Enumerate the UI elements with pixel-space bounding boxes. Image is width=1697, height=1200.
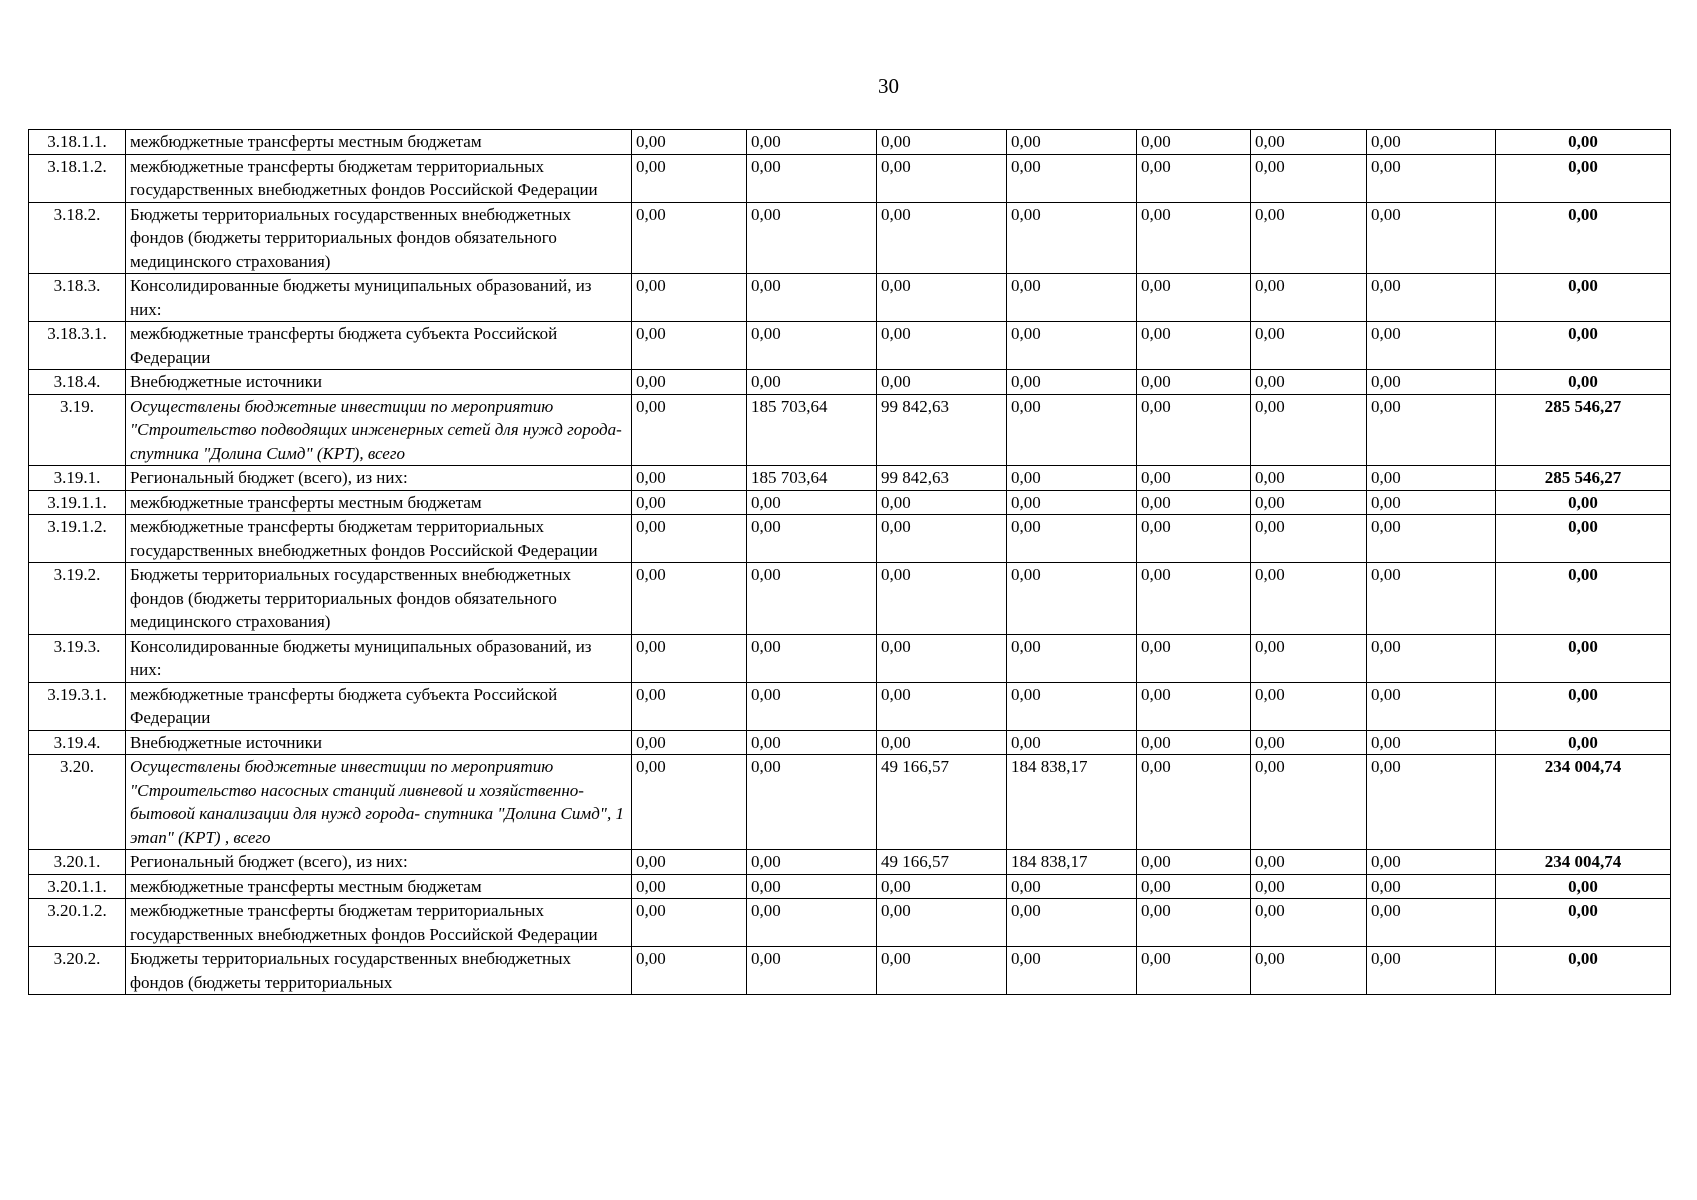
row-name: Бюджеты территориальных государственных внебюджетных фондов (бюджеты территориальных фондов обязательного медицинского страхования): [126, 563, 632, 635]
row-value: 0,00: [1251, 563, 1367, 635]
row-name: Бюджеты территориальных государственных внебюджетных фондов (бюджеты территориальных фондов обязательного медицинского страхования): [126, 202, 632, 274]
row-value: 0,00: [877, 515, 1007, 563]
row-value: 0,00: [1007, 563, 1137, 635]
row-value: 184 838,17: [1007, 755, 1137, 850]
row-code: 3.19.4.: [29, 730, 126, 755]
row-value: 0,00: [1251, 755, 1367, 850]
row-value: 0,00: [632, 274, 747, 322]
row-value: 0,00: [1367, 322, 1496, 370]
row-value: 0,00: [1007, 274, 1137, 322]
row-value: 0,00: [747, 515, 877, 563]
table-row: [29, 874, 1671, 899]
row-code: 3.20.2.: [29, 947, 126, 995]
row-value: 0,00: [1251, 515, 1367, 563]
row-value: 0,00: [877, 874, 1007, 899]
row-value: 0,00: [632, 370, 747, 395]
row-value: 0,00: [1367, 130, 1496, 155]
row-value: 0,00: [1007, 730, 1137, 755]
table-row: [29, 850, 1671, 875]
row-code: 3.18.3.1.: [29, 322, 126, 370]
row-name: Региональный бюджет (всего), из них:: [126, 466, 632, 491]
row-value: 0,00: [747, 730, 877, 755]
row-value: 0,00: [632, 899, 747, 947]
row-value: 0,00: [1137, 466, 1251, 491]
row-code: 3.18.1.2.: [29, 154, 126, 202]
row-value: 0,00: [1367, 370, 1496, 395]
row-code: 3.19.1.2.: [29, 515, 126, 563]
row-value: 0,00: [1007, 899, 1137, 947]
row-value: 0,00: [1367, 490, 1496, 515]
row-total: 0,00: [1496, 154, 1671, 202]
row-total: 0,00: [1496, 563, 1671, 635]
row-value: 0,00: [1007, 130, 1137, 155]
row-code: 3.19.: [29, 394, 126, 466]
row-value: 0,00: [1367, 682, 1496, 730]
row-code: 3.19.3.: [29, 634, 126, 682]
row-value: 0,00: [747, 947, 877, 995]
row-value: 0,00: [877, 370, 1007, 395]
row-value: 0,00: [1007, 874, 1137, 899]
row-value: 0,00: [747, 850, 877, 875]
row-total: 0,00: [1496, 947, 1671, 995]
row-value: 0,00: [1251, 874, 1367, 899]
table-row: [29, 130, 1671, 155]
row-value: 0,00: [1007, 322, 1137, 370]
table-row: [29, 899, 1671, 947]
table-row: [29, 154, 1671, 202]
row-value: 0,00: [1137, 370, 1251, 395]
table-row: [29, 634, 1671, 682]
row-name: межбюджетные трансферты бюджетам территориальных государственных внебюджетных фондов Российской Федерации: [126, 899, 632, 947]
row-value: 0,00: [877, 634, 1007, 682]
row-value: 0,00: [747, 202, 877, 274]
row-value: 0,00: [1007, 394, 1137, 466]
row-value: 0,00: [1007, 154, 1137, 202]
row-value: 185 703,64: [747, 394, 877, 466]
row-value: 0,00: [747, 154, 877, 202]
row-total: 285 546,27: [1496, 466, 1671, 491]
row-value: 0,00: [1251, 899, 1367, 947]
table-row: [29, 370, 1671, 395]
row-name: Консолидированные бюджеты муниципальных образований, из них:: [126, 274, 632, 322]
row-value: 0,00: [1137, 563, 1251, 635]
row-total: 0,00: [1496, 874, 1671, 899]
row-name: межбюджетные трансферты бюджета субъекта Российской Федерации: [126, 682, 632, 730]
row-value: 0,00: [632, 563, 747, 635]
row-value: 0,00: [1367, 274, 1496, 322]
row-value: 0,00: [747, 634, 877, 682]
row-code: 3.20.1.1.: [29, 874, 126, 899]
table-body: [29, 130, 1671, 995]
row-code: 3.20.: [29, 755, 126, 850]
row-value: 0,00: [1007, 634, 1137, 682]
row-value: 0,00: [1137, 274, 1251, 322]
row-value: 0,00: [1251, 730, 1367, 755]
row-code: 3.19.2.: [29, 563, 126, 635]
row-value: 0,00: [877, 730, 1007, 755]
row-value: 0,00: [877, 322, 1007, 370]
row-name: Осуществлены бюджетные инвестиции по мероприятию "Строительство насосных станций ливневой и хозяйственно-бытовой канализации для нужд города- спутника "Долина Симд", 1 этап" (КРТ) , всего: [126, 755, 632, 850]
row-value: 0,00: [1137, 730, 1251, 755]
row-value: 0,00: [1137, 490, 1251, 515]
row-total: 0,00: [1496, 682, 1671, 730]
row-code: 3.19.1.1.: [29, 490, 126, 515]
row-value: 0,00: [632, 515, 747, 563]
row-value: 0,00: [1137, 202, 1251, 274]
row-total: 0,00: [1496, 515, 1671, 563]
row-value: 0,00: [877, 947, 1007, 995]
row-value: 185 703,64: [747, 466, 877, 491]
row-value: 0,00: [632, 130, 747, 155]
row-value: 0,00: [877, 682, 1007, 730]
row-total: 0,00: [1496, 370, 1671, 395]
table-row: [29, 947, 1671, 995]
row-value: 0,00: [1367, 466, 1496, 491]
row-name: Внебюджетные источники: [126, 370, 632, 395]
row-total: 0,00: [1496, 322, 1671, 370]
row-value: 0,00: [877, 154, 1007, 202]
row-value: 0,00: [1251, 322, 1367, 370]
row-name: Внебюджетные источники: [126, 730, 632, 755]
row-value: 49 166,57: [877, 755, 1007, 850]
row-total: 234 004,74: [1496, 850, 1671, 875]
row-value: 0,00: [1367, 154, 1496, 202]
row-value: 0,00: [1367, 634, 1496, 682]
row-value: 0,00: [1251, 274, 1367, 322]
row-name: Региональный бюджет (всего), из них:: [126, 850, 632, 875]
row-value: 0,00: [1367, 394, 1496, 466]
row-value: 0,00: [632, 634, 747, 682]
row-name: межбюджетные трансферты местным бюджетам: [126, 490, 632, 515]
row-code: 3.18.4.: [29, 370, 126, 395]
row-total: 0,00: [1496, 899, 1671, 947]
row-value: 184 838,17: [1007, 850, 1137, 875]
row-value: 0,00: [632, 322, 747, 370]
row-value: 0,00: [1251, 947, 1367, 995]
row-value: 0,00: [1007, 370, 1137, 395]
row-value: 0,00: [1251, 466, 1367, 491]
row-total: 0,00: [1496, 274, 1671, 322]
row-value: 0,00: [877, 202, 1007, 274]
page-number: 30: [878, 74, 899, 98]
row-name: межбюджетные трансферты местным бюджетам: [126, 130, 632, 155]
row-value: 0,00: [747, 899, 877, 947]
row-total: 0,00: [1496, 634, 1671, 682]
row-value: 0,00: [1251, 154, 1367, 202]
row-value: 0,00: [877, 130, 1007, 155]
row-value: 0,00: [1137, 874, 1251, 899]
row-value: 0,00: [877, 274, 1007, 322]
row-value: 0,00: [632, 755, 747, 850]
row-code: 3.20.1.: [29, 850, 126, 875]
row-value: 0,00: [747, 490, 877, 515]
row-value: 0,00: [1007, 490, 1137, 515]
row-total: 0,00: [1496, 730, 1671, 755]
row-value: 0,00: [632, 730, 747, 755]
row-code: 3.18.3.: [29, 274, 126, 322]
row-value: 0,00: [1251, 202, 1367, 274]
row-value: 0,00: [877, 563, 1007, 635]
row-value: 0,00: [632, 947, 747, 995]
row-code: 3.18.2.: [29, 202, 126, 274]
row-value: 0,00: [747, 274, 877, 322]
row-value: 0,00: [1367, 947, 1496, 995]
table-row: [29, 322, 1671, 370]
row-value: 0,00: [1367, 202, 1496, 274]
row-value: 0,00: [632, 202, 747, 274]
row-name: Осуществлены бюджетные инвестиции по мероприятию "Строительство подводящих инженерных сетей для нужд города- спутника "Долина Симд" (КРТ), всего: [126, 394, 632, 466]
row-value: 0,00: [1367, 563, 1496, 635]
row-value: 0,00: [632, 874, 747, 899]
row-value: 0,00: [747, 682, 877, 730]
row-value: 0,00: [1137, 899, 1251, 947]
row-total: 285 546,27: [1496, 394, 1671, 466]
row-value: 0,00: [1137, 634, 1251, 682]
table-row: [29, 515, 1671, 563]
row-value: 0,00: [877, 899, 1007, 947]
row-value: 0,00: [1367, 730, 1496, 755]
row-value: 0,00: [1007, 466, 1137, 491]
row-value: 0,00: [1367, 755, 1496, 850]
row-value: 0,00: [1251, 370, 1367, 395]
row-value: 99 842,63: [877, 466, 1007, 491]
table-row: [29, 394, 1671, 466]
table-row: [29, 466, 1671, 491]
row-code: 3.18.1.1.: [29, 130, 126, 155]
row-value: 0,00: [1251, 850, 1367, 875]
row-name: межбюджетные трансферты бюджетам территориальных государственных внебюджетных фондов Российской Федерации: [126, 154, 632, 202]
table-row: [29, 682, 1671, 730]
budget-table: [28, 129, 1671, 995]
row-value: 49 166,57: [877, 850, 1007, 875]
row-total: 234 004,74: [1496, 755, 1671, 850]
table-row: [29, 490, 1671, 515]
table-row: [29, 274, 1671, 322]
row-value: 0,00: [632, 394, 747, 466]
row-value: 0,00: [1007, 947, 1137, 995]
row-value: 0,00: [1007, 515, 1137, 563]
row-total: 0,00: [1496, 130, 1671, 155]
row-name: межбюджетные трансферты бюджета субъекта Российской Федерации: [126, 322, 632, 370]
row-value: 0,00: [1251, 394, 1367, 466]
row-name: межбюджетные трансферты бюджетам территориальных государственных внебюджетных фондов Российской Федерации: [126, 515, 632, 563]
row-value: 0,00: [747, 322, 877, 370]
row-value: 0,00: [632, 682, 747, 730]
row-name: Консолидированные бюджеты муниципальных образований, из них:: [126, 634, 632, 682]
row-total: 0,00: [1496, 490, 1671, 515]
row-value: 0,00: [1251, 130, 1367, 155]
row-value: 0,00: [1137, 394, 1251, 466]
row-value: 0,00: [632, 466, 747, 491]
row-value: 0,00: [1137, 515, 1251, 563]
row-value: 0,00: [632, 850, 747, 875]
row-value: 0,00: [747, 563, 877, 635]
row-value: 0,00: [632, 154, 747, 202]
row-code: 3.19.3.1.: [29, 682, 126, 730]
table-row: [29, 202, 1671, 274]
table-row: [29, 755, 1671, 850]
row-value: 0,00: [877, 490, 1007, 515]
row-value: 0,00: [1251, 682, 1367, 730]
row-value: 0,00: [1137, 130, 1251, 155]
row-total: 0,00: [1496, 202, 1671, 274]
row-value: 99 842,63: [877, 394, 1007, 466]
row-code: 3.20.1.2.: [29, 899, 126, 947]
row-value: 0,00: [747, 370, 877, 395]
row-value: 0,00: [747, 874, 877, 899]
row-value: 0,00: [1367, 515, 1496, 563]
row-value: 0,00: [1251, 490, 1367, 515]
row-value: 0,00: [1137, 154, 1251, 202]
row-value: 0,00: [1367, 850, 1496, 875]
row-value: 0,00: [1007, 202, 1137, 274]
row-value: 0,00: [632, 490, 747, 515]
row-name: межбюджетные трансферты местным бюджетам: [126, 874, 632, 899]
row-code: 3.19.1.: [29, 466, 126, 491]
row-value: 0,00: [1137, 322, 1251, 370]
row-value: 0,00: [1251, 634, 1367, 682]
row-value: 0,00: [1367, 899, 1496, 947]
table-row: [29, 730, 1671, 755]
row-value: 0,00: [1007, 682, 1137, 730]
row-name: Бюджеты территориальных государственных внебюджетных фондов (бюджеты территориальных: [126, 947, 632, 995]
row-value: 0,00: [1137, 755, 1251, 850]
row-value: 0,00: [1367, 874, 1496, 899]
row-value: 0,00: [747, 130, 877, 155]
row-value: 0,00: [747, 755, 877, 850]
row-value: 0,00: [1137, 850, 1251, 875]
row-value: 0,00: [1137, 947, 1251, 995]
table-row: [29, 563, 1671, 635]
row-value: 0,00: [1137, 682, 1251, 730]
